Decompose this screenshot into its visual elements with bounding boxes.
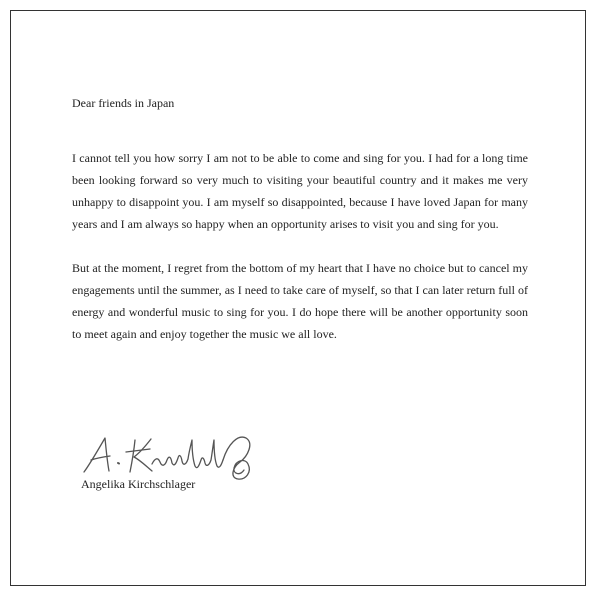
signature-image: [78, 424, 278, 484]
paragraph-2: But at the moment, I regret from the bottom of my heart that I have no choice but to cancel my engagements until the summer, as I need to take care of myself, so that I can later return full of energy and wonderful music to sing for you. I do hope there will be another opportunity soon to meet again and enjoy together the music we all love.: [72, 261, 528, 341]
handwritten-signature: [78, 424, 278, 484]
paragraph-1: I cannot tell you how sorry I am not to be able to come and sing for you. I had for a long time been looking forward so very much to visiting your beautiful country and it makes me very unhappy to disappoint you. I am myself so disappointed, because I have loved Japan for many years and I am always so happy when an opportunity arises to visit you and sing for you.: [72, 151, 528, 231]
salutation: Dear friends in Japan: [72, 96, 175, 110]
letter-body: [72, 92, 528, 367]
signer-name: Angelika Kirchschlager: [81, 477, 196, 491]
